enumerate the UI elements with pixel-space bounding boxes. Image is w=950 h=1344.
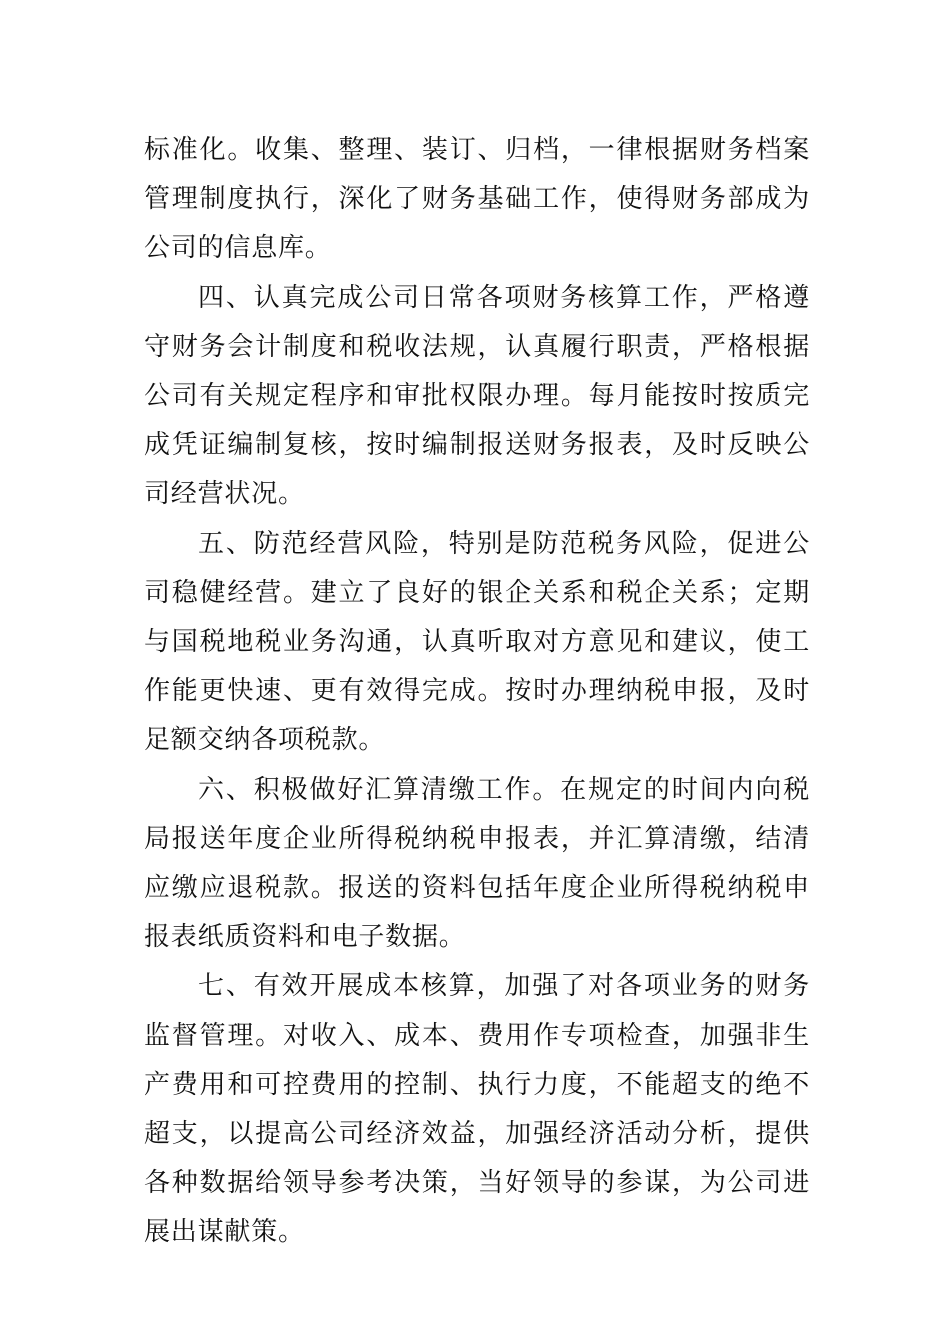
paragraph-section-4: 四、认真完成公司日常各项财务核算工作，严格遵守财务会计制度和税收法规，认真履行职责，严格根据公司有关规定程序和审批权限办理。每月能按时按质完成凭证编制复核，按时编制报送财务报表，及时反映公司经营状况。 <box>144 282 810 510</box>
paragraph-section-5: 五、防范经营风险，特别是防范税务风险，促进公司稳健经营。建立了良好的银企关系和税企关系；定期与国税地税业务沟通，认真听取对方意见和建议，使工作能更快速、更有效得完成。按时办理纳税申报，及时足额交纳各项税款。 <box>144 528 810 756</box>
paragraph-section-6: 六、积极做好汇算清缴工作。在规定的时间内向税局报送年度企业所得税纳税申报表，并汇算清缴，结清应缴应退税款。报送的资料包括年度企业所得税纳税申报表纸质资料和电子数据。 <box>144 774 810 953</box>
paragraph-section-7: 七、有效开展成本核算，加强了对各项业务的财务监督管理。对收入、成本、费用作专项检查，加强非生产费用和可控费用的控制、执行力度，不能超支的绝不超支，以提高公司经济效益，加强经济活动分析，提供各种数据给领导参考决策，当好领导的参谋，为公司进展出谋献策。 <box>144 971 810 1248</box>
paragraph-continuation: 标准化。收集、整理、装订、归档，一律根据财务档案管理制度执行，深化了财务基础工作，使得财务部成为公司的信息库。 <box>144 135 810 264</box>
document-body <box>144 126 810 1258</box>
